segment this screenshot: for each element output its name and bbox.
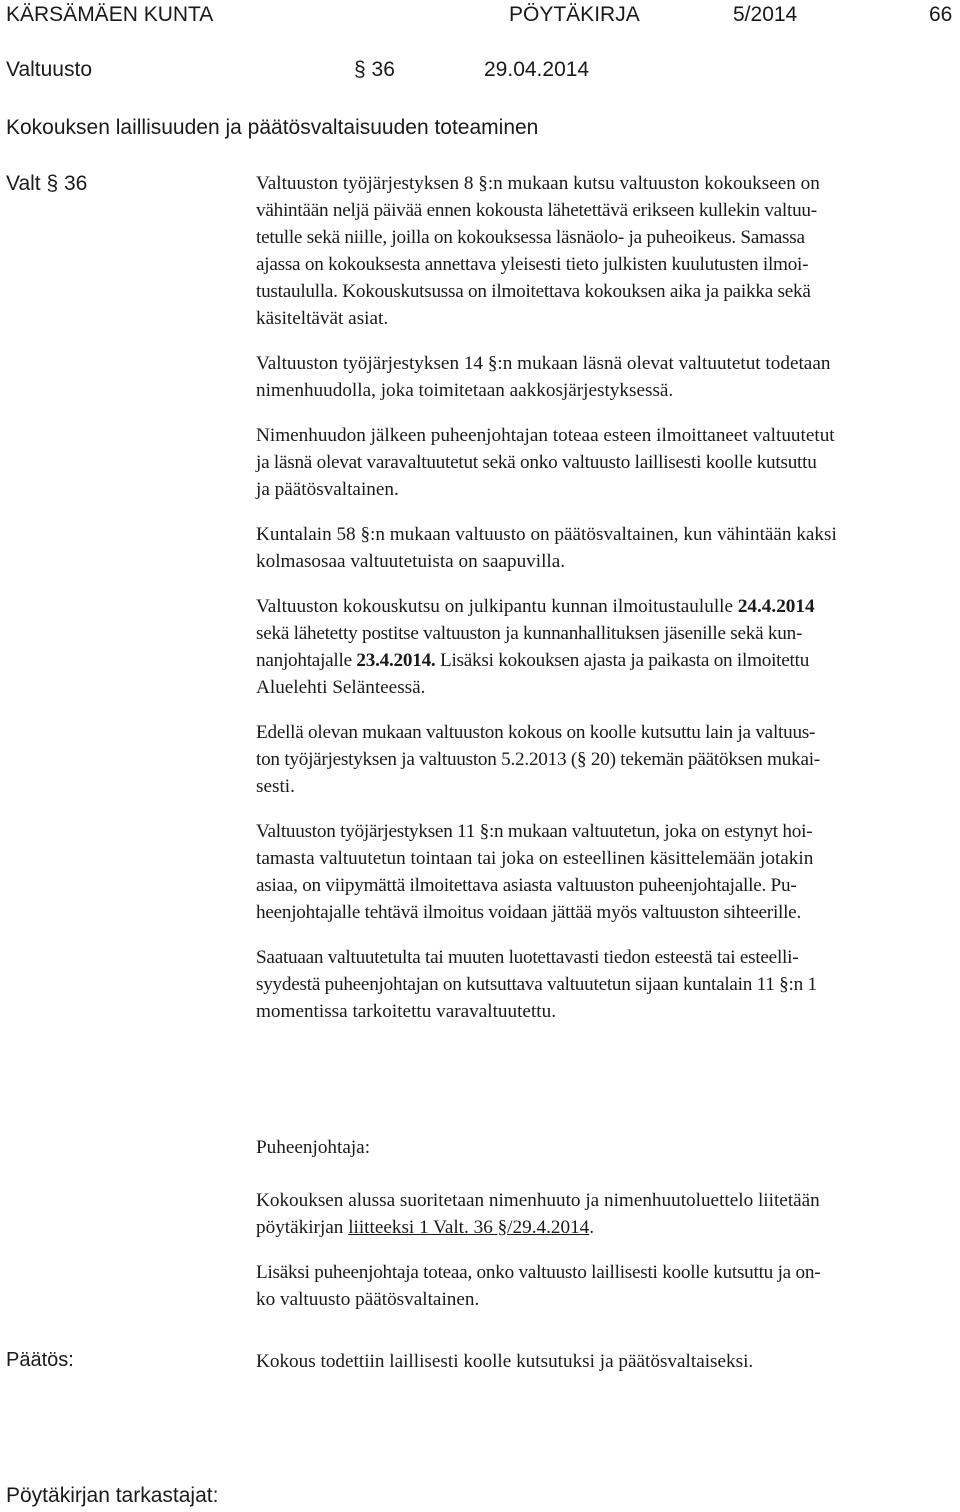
text-line: tetulle sekä niille, joilla on kokouksessa läsnäolo- ja puheoikeus. Samassa	[256, 227, 805, 248]
text-line: Edellä olevan mukaan valtuuston kokous on koolle kutsuttu lain ja valtuus-	[256, 722, 816, 743]
doc-number: 5/2014	[733, 3, 798, 26]
text-line: Valtuuston työjärjestyksen 14 §:n mukaan läsnä olevat valtuutetut todetaan	[256, 353, 831, 374]
notice-date: 24.4.2014	[737, 596, 815, 617]
page-number: 66	[929, 3, 953, 26]
text-line: Valtuuston työjärjestyksen 11 §:n mukaan valtuutetun, joka on estynyt hoi-	[256, 821, 813, 842]
text-line	[256, 647, 956, 674]
text-line: ko valtuusto päätösvaltainen.	[256, 1289, 480, 1310]
text-line: syydestä puheenjohtajan on kutsuttava valtuutetun sijaan kuntalain 11 §:n 1	[256, 974, 817, 995]
section-number: § 36	[354, 58, 395, 81]
chair-text	[256, 1187, 956, 1331]
doc-type: PÖYTÄKIRJA	[509, 3, 640, 26]
mailing-date: 23.4.2014.	[356, 650, 436, 671]
text-line: Nimenhuudon jälkeen puheenjohtajan toteaa esteen ilmoittaneet valtuutetut	[256, 425, 835, 446]
org-name: KÄRSÄMÄEN KUNTA	[6, 3, 214, 26]
text-line: sekä lähetetty postitse valtuuston ja kunnanhallituksen jäsenille sekä kun-	[256, 623, 803, 644]
text-line: kolmasosaa valtuutetuista on saapuvilla.	[256, 551, 566, 572]
paragraph-notice	[256, 593, 956, 701]
body-text	[256, 170, 956, 1043]
footer-label: Pöytäkirjan tarkastajat:	[6, 1484, 219, 1507]
paragraph-quorum	[256, 521, 956, 575]
text-line: tustaululla. Kokouskutsussa on ilmoitettava kokouksen aika ja paikka sekä	[256, 281, 811, 302]
text-line: Kokouksen alussa suoritetaan nimenhuuto ja nimenhuutoluettelo liitetään	[256, 1190, 820, 1211]
chair-text-part: .	[589, 1217, 595, 1238]
notice-text: Lisäksi kokouksen ajasta ja paikasta on ilmoitettu	[435, 650, 810, 671]
paragraph-substitute	[256, 944, 956, 1025]
text-line: Valtuuston työjärjestyksen 8 §:n mukaan kutsu valtuuston kokoukseen on	[256, 173, 820, 194]
text-line: vähintään neljä päivää ennen kokousta lähetettävä erikseen kullekin valtuu-	[256, 200, 817, 221]
text-line: nimenhuudolla, joka toimitetaan aakkosjärjestyksessä.	[256, 380, 674, 401]
paragraph-invitation	[256, 170, 956, 332]
paragraph-absence	[256, 818, 956, 926]
text-line	[256, 593, 956, 620]
attachment-link[interactable]: liitteeksi 1 Valt. 36 §/29.4.2014	[348, 1217, 590, 1238]
paragraph-conclusion	[256, 719, 956, 800]
chair-label: Puheenjohtaja:	[256, 1137, 371, 1158]
text-line: Lisäksi puheenjohtaja toteaa, onko valtuusto laillisesti koolle kutsuttu ja on-	[256, 1262, 821, 1283]
paragraph-chair-roll-call	[256, 1187, 956, 1241]
paragraph-chair-quorum	[256, 1259, 956, 1313]
text-line: heenjohtajalle tehtävä ilmoitus voidaan jättää myös valtuuston sihteerille.	[256, 902, 801, 923]
text-line: ajassa on kokouksesta annettava yleisesti tieto julkisten kuulutusten ilmoi-	[256, 254, 809, 275]
item-label: Valt § 36	[6, 172, 88, 195]
text-line	[256, 1214, 956, 1241]
text-line: momentissa tarkoitettu varavaltuutettu.	[256, 1001, 556, 1022]
text-line: ja päätösvaltainen.	[256, 479, 399, 500]
text-line: sesti.	[256, 776, 295, 797]
text-line: Kuntalain 58 §:n mukaan valtuusto on päätösvaltainen, kun vähintään kaksi	[256, 524, 837, 545]
text-line: tamasta valtuutetun tointaan tai joka on esteellinen käsittelemään jotakin	[256, 848, 814, 869]
text-line: käsiteltävät asiat.	[256, 308, 389, 329]
paragraph-after-roll-call	[256, 422, 956, 503]
text-line: asiaa, on viipymättä ilmoitettava asiasta valtuuston puheenjohtajalle. Pu-	[256, 875, 797, 896]
section-title: Kokouksen laillisuuden ja päätösvaltaisuuden toteaminen	[6, 116, 539, 139]
text-line: Aluelehti Selänteessä.	[256, 677, 426, 698]
meeting-date: 29.04.2014	[484, 58, 590, 81]
decision-label: Päätös:	[6, 1349, 74, 1371]
text-line: ja läsnä olevat varavaltuutetut sekä onko valtuusto laillisesti koolle kutsuttu	[256, 452, 817, 473]
paragraph-roll-call	[256, 350, 956, 404]
body-name: Valtuusto	[6, 58, 92, 81]
chair-text-part: pöytäkirjan	[256, 1217, 349, 1238]
decision-text: Kokous todettiin laillisesti koolle kutsutuksi ja päätösvaltaiseksi.	[256, 1351, 754, 1372]
notice-text: Valtuuston kokouskutsu on julkipantu kunnan ilmoitustaululle	[256, 596, 738, 617]
text-line: ton työjärjestyksen ja valtuuston 5.2.2013 (§ 20) tekemän päätöksen mukai-	[256, 749, 820, 770]
text-line: Saatuaan valtuutetulta tai muuten luotettavasti tiedon esteestä tai esteelli-	[256, 947, 799, 968]
notice-text: nanjohtajalle	[256, 650, 357, 671]
